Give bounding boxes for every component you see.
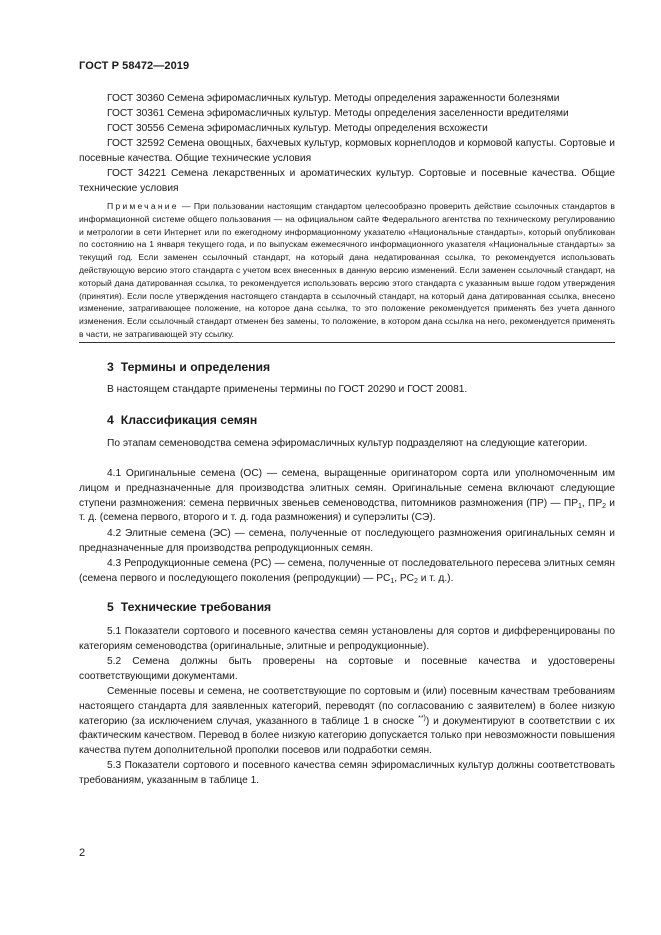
section-3-text: В настоящем стандарте применены термины по ГОСТ 20290 и ГОСТ 20081. [107,384,468,395]
reference-item: ГОСТ 30361 Семена эфиромасличных культур. Методы определения заселенности вредителями [107,108,569,119]
document-header: ГОСТ Р 58472—2019 [79,60,190,72]
reference-item: ГОСТ 30556 Семена эфиромасличных культур. Методы определения всхожести [107,123,488,134]
page-number: 2 [79,847,86,859]
clause-4-2: 4.2 Элитные семена (ЭС) — семена, полученные от последующего размножения оригинальных семян и предназначенные для производства репродукционных семян. [79,528,615,554]
note-text: — При пользовании настоящим стандартом целесообразно проверить действие ссылочных стандартов в информационной системе общего пользования — на официальном сайте Федерального агентства по техническому регулированию и метрологии в сети Интернет или по ежегодному информационному указателю «Национальные стандарты», который опубликован по состоянию на 1 января текущего года, и по выпускам ежемесячного информационного указателя «Национальные стандарты» за текущий год. Если заменен ссылочный стандарт, на который дана недатированная ссылка, то рекомендуется использовать действующую версию этого стандарта с учетом всех внесенных в данную версию изменений. Если заменен ссылочный стандарт, на который дана датированная ссылка, то рекомендуется использовать версию этого стандарта с указанным выше годом утверждения (принятия). Если после утверждения настоящего стандарта в ссылочный стандарт, на который дана датированная ссылка, внесено изменение, затрагивающее положение, на которое дана ссылка, то это положение рекомендуется применять без учета данного изменения. Если ссылочный стандарт отменен без замены, то положение, в котором дана ссылка на него, рекомендуется применять в части, не затрагивающей эту ссылку. [79,201,615,339]
clause-4-1: 4.1 Оригинальные семена (ОС) — семена, выращенные оригинатором сорта или уполномоченным им лицом и предназначенные для производства элитных семян. Оригинальные семена включают следующие ступени размножения: семена первичных звеньев семеноводства, питомников размножения (ПР) — $ПР_1$, $ПР_2$ и т. д. (семена первого, второго и т. д. года размножения) и суперэлиты (СЭ). [79,468,615,524]
section-4-intro: По этапам семеноводства семена эфиромасличных культур подразделяют на следующие категории. [107,438,588,449]
reference-item: ГОСТ 34221 Семена лекарственных и ароматических культур. Сортовые и посевные качества. Общие технические условия [79,168,615,194]
clause-5-2: 5.2 Семена должны быть проверены на сортовые и посевные качества и удостоверены соответствующими документами. [79,656,615,682]
section-3-heading: 3 Термины и определения [107,360,271,374]
clause-5-3: 5.3 Показатели сортового и посевного качества семян эфиромасличных культур должны соответствовать требованиям, указанным в таблице 1. [79,760,615,786]
note-block [79,200,615,341]
note-divider [79,342,615,343]
section-4-heading: 4 Классификация семян [107,413,258,427]
section-5-heading: 5 Технические требования [107,600,272,614]
clause-5-2-continued: Семенные посевы и семена, не соответствующие по сортовым и (или) посевным качествам требованиям настоящего стандарта для заявленных категорий, переводят (по согласованию с заявителем) в более низкую категорию (за исключением случая, указанного в таблице 1 в сноске **)) и документируют в соответствии с их фактическим качеством. Перевод в более низкую категорию допускается только при невозможности повышения качества путем дополнительной прополки посевов или подработки семян. [79,686,616,757]
reference-item: ГОСТ 30360 Семена эфиромасличных культур. Методы определения зараженности болезнями [107,93,560,104]
note-label: Примечание [107,201,179,211]
clause-5-1: 5.1 Показатели сортового и посевного качества семян установлены для сортов и дифференцированы по категориям семеноводства (оригинальные, элитные и репродукционные). [79,626,615,652]
reference-item: ГОСТ 32592 Семена овощных, бахчевых культур, кормовых корнеплодов и кормовой капусты. Сортовые и посевные качества. Общие технические условия [79,138,615,164]
clause-4-3: 4.3 Репродукционные семена (РС) — семена, полученные от последовательного пересева элитных семян (семена первого и последующего поколения (репродукции) — $РС_1$, $РС_2$ и т. д.). [79,558,615,585]
